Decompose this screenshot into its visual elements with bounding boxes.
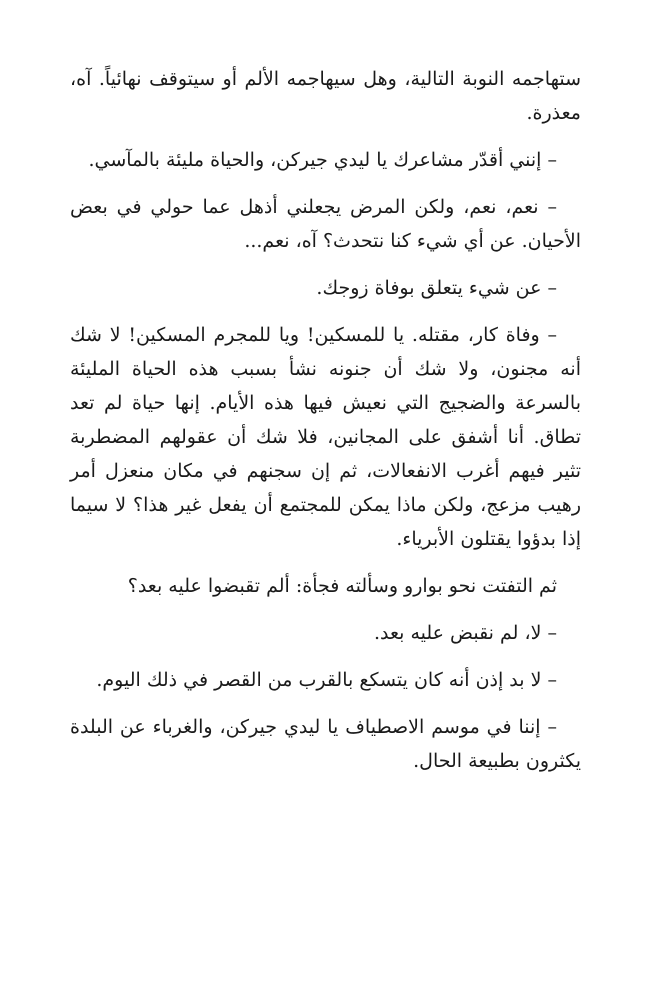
paragraph-3: – نعم، نعم، ولكن المرض يجعلني أذهل عما حولي في بعض الأحيان. عن أي شيء كنا نتحدث؟ آه، نعم... xyxy=(70,196,581,252)
paragraph-9: – إننا في موسم الاصطياف يا ليدي جيركن، والغرباء عن البلدة يكثرون بطبيعة الحال. xyxy=(70,716,581,772)
paragraph-7: – لا، لم نقبض عليه بعد. xyxy=(373,622,557,644)
paragraph-6: ثم التفتت نحو بوارو وسألته فجأة: ألم تقبضوا عليه بعد؟ xyxy=(127,575,557,597)
paragraph-8: – لا بد إذن أنه كان يتسكع بالقرب من القصر في ذلك اليوم. xyxy=(96,669,557,691)
book-page xyxy=(70,62,581,791)
paragraph-4: – عن شيء يتعلق بوفاة زوجك. xyxy=(316,277,557,299)
paragraph-2: – إنني أقدّر مشاعرك يا ليدي جيركن، والحياة مليئة بالمآسي. xyxy=(88,149,557,171)
paragraph-1: ستهاجمه النوبة التالية، وهل سيهاجمه الألم أو سيتوقف نهائياً. آه، معذرة. xyxy=(70,68,581,124)
paragraph-5: – وفاة كار، مقتله. يا للمسكين! ويا للمجرم المسكين! لا شك أنه مجنون، ولا شك أن جنونه نشأ بسبب هذه الحياة المليئة بالسرعة والضجيج التي نعيش فيها هذه الأيام. إنها حياة لم تعد تطاق. أنا أشفق على المجانين، فلا شك أن عقولهم المضطربة تثير فيهم أغرب الانفعالات، ثم إن سجنهم في مكان منعزل أمر رهيب مزعج، ولكن ماذا يمكن للمجتمع أن يفعل غير هذا؟ لا سيما إذا بدؤوا يقتلون الأبرياء. xyxy=(70,324,581,550)
